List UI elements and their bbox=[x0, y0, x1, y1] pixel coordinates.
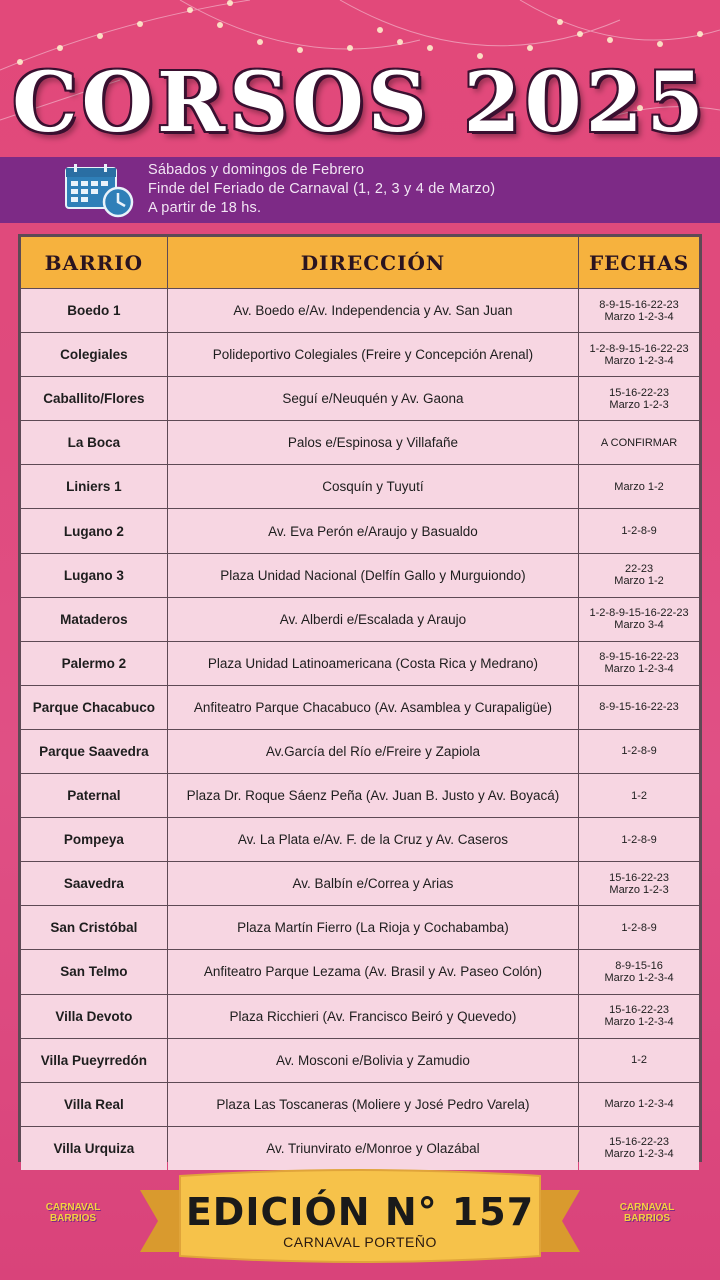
table-row bbox=[21, 377, 699, 420]
fecha-line: Marzo 1-2-3-4 bbox=[604, 971, 674, 984]
cell-barrio: Lugano 2 bbox=[21, 509, 167, 552]
fecha-line: Marzo 1-2-3 bbox=[609, 398, 669, 411]
cell-direccion: Plaza Dr. Roque Sáenz Peña (Av. Juan B. Justo y Av. Boyacá) bbox=[168, 774, 578, 817]
cell-barrio: Caballito/Flores bbox=[21, 377, 167, 420]
table-row bbox=[21, 465, 699, 508]
cell-direccion: Plaza Las Toscaneras (Moliere y José Pedro Varela) bbox=[168, 1083, 578, 1126]
table-row bbox=[21, 333, 699, 376]
corsos-table bbox=[18, 234, 702, 1162]
page-title: CORSOS 2025 bbox=[12, 55, 708, 151]
fecha-line: Marzo 1-2-3-4 bbox=[604, 1148, 674, 1161]
column-header-barrio: BARRIO bbox=[21, 237, 167, 288]
cell-direccion: Palos e/Espinosa y Villafañe bbox=[168, 421, 578, 464]
table-row bbox=[21, 818, 699, 861]
table-header-row bbox=[21, 237, 699, 288]
info-line-days: Sábados y domingos de Febrero bbox=[148, 162, 365, 178]
column-header-fechas: FECHAS bbox=[579, 237, 699, 288]
cell-barrio: San Cristóbal bbox=[21, 906, 167, 949]
fecha-line: 22-23 bbox=[624, 563, 654, 576]
fecha-line: 1-2 bbox=[631, 1054, 647, 1067]
fecha-line: Marzo 1-2 bbox=[614, 480, 664, 493]
cell-barrio: La Boca bbox=[21, 421, 167, 464]
cell-fechas bbox=[579, 995, 699, 1038]
logo-word-2: BARRIOS bbox=[623, 1213, 671, 1224]
cell-barrio: Liniers 1 bbox=[21, 465, 167, 508]
cell-barrio: Parque Chacabuco bbox=[21, 686, 167, 729]
fecha-line: 1-2 bbox=[631, 789, 647, 802]
cell-direccion: Anfiteatro Parque Chacabuco (Av. Asamblea y Curapaligüe) bbox=[168, 686, 578, 729]
cell-direccion: Anfiteatro Parque Lezama (Av. Brasil y Av. Paseo Colón) bbox=[168, 950, 578, 993]
logo-word-2: BARRIOS bbox=[49, 1213, 97, 1224]
fecha-line: Marzo 1-2-3-4 bbox=[604, 663, 674, 676]
cell-fechas bbox=[579, 642, 699, 685]
table-row bbox=[21, 686, 699, 729]
cell-barrio: Palermo 2 bbox=[21, 642, 167, 685]
table-row bbox=[21, 421, 699, 464]
banner-subtitle: CARNAVAL PORTEÑO bbox=[283, 1234, 437, 1250]
fecha-line: Marzo 1-2-3-4 bbox=[604, 310, 674, 323]
fecha-line: 15-16-22-23 bbox=[609, 871, 670, 884]
cell-direccion: Plaza Unidad Latinoamericana (Costa Rica y Medrano) bbox=[168, 642, 578, 685]
fecha-line: Marzo 3-4 bbox=[614, 619, 664, 632]
table-row bbox=[21, 730, 699, 773]
cell-direccion: Av. Balbín e/Correa y Arias bbox=[168, 862, 578, 905]
fecha-line: Marzo 1-2-3-4 bbox=[604, 1016, 674, 1029]
cell-barrio: Paternal bbox=[21, 774, 167, 817]
table-row bbox=[21, 906, 699, 949]
cell-fechas bbox=[579, 862, 699, 905]
fecha-line: 1-2-8-9 bbox=[621, 921, 657, 934]
table-row bbox=[21, 642, 699, 685]
cell-direccion: Av. Alberdi e/Escalada y Araujo bbox=[168, 598, 578, 641]
fecha-line: 1-2-8-9-15-16-22-23 bbox=[589, 607, 689, 620]
cell-fechas bbox=[579, 377, 699, 420]
fecha-line: Marzo 1-2-3 bbox=[609, 883, 669, 896]
fecha-line: 8-9-15-16-22-23 bbox=[599, 298, 679, 311]
cell-direccion: Plaza Unidad Nacional (Delfín Gallo y Murguiondo) bbox=[168, 554, 578, 597]
cell-direccion: Plaza Ricchieri (Av. Francisco Beiró y Quevedo) bbox=[168, 995, 578, 1038]
cell-fechas bbox=[579, 509, 699, 552]
logo-word-1: CARNAVAL bbox=[45, 1202, 101, 1213]
logo-word-1: CARNAVAL bbox=[619, 1202, 675, 1213]
cell-direccion: Av. Boedo e/Av. Independencia y Av. San Juan bbox=[168, 289, 578, 332]
cell-barrio: Mataderos bbox=[21, 598, 167, 641]
fecha-line: 15-16-22-23 bbox=[609, 1004, 670, 1017]
cell-fechas bbox=[579, 906, 699, 949]
cell-direccion: Plaza Martín Fierro (La Rioja y Cochabamba) bbox=[168, 906, 578, 949]
cell-fechas bbox=[579, 289, 699, 332]
table-row bbox=[21, 995, 699, 1038]
fecha-line: 15-16-22-23 bbox=[609, 1136, 670, 1149]
fecha-line: 1-2-8-9 bbox=[621, 745, 657, 758]
cell-fechas bbox=[579, 774, 699, 817]
cell-fechas bbox=[579, 421, 699, 464]
cell-direccion: Polideportivo Colegiales (Freire y Concepción Arenal) bbox=[168, 333, 578, 376]
info-line-holiday: Finde del Feriado de Carnaval (1, 2, 3 y 4 de Marzo) bbox=[148, 181, 496, 197]
table-row bbox=[21, 862, 699, 905]
cell-barrio: Boedo 1 bbox=[21, 289, 167, 332]
table-row bbox=[21, 1083, 699, 1126]
carnaval-barrios-logo-left bbox=[40, 1192, 106, 1248]
fecha-line: 1-2-8-9 bbox=[621, 833, 657, 846]
cell-barrio: Saavedra bbox=[21, 862, 167, 905]
table-row bbox=[21, 1127, 699, 1170]
fecha-line: 8-9-15-16-22-23 bbox=[599, 651, 679, 664]
cell-fechas bbox=[579, 333, 699, 376]
banner-title: EDICIÓN N° 157 bbox=[185, 1190, 535, 1234]
fecha-line: 15-16-22-23 bbox=[609, 386, 670, 399]
info-line-time: A partir de 18 hs. bbox=[148, 200, 262, 216]
cell-barrio: Villa Devoto bbox=[21, 995, 167, 1038]
cell-fechas bbox=[579, 686, 699, 729]
cell-fechas bbox=[579, 818, 699, 861]
table-row bbox=[21, 554, 699, 597]
cell-barrio: Parque Saavedra bbox=[21, 730, 167, 773]
cell-barrio: Villa Pueyrredón bbox=[21, 1039, 167, 1082]
cell-direccion: Av. Mosconi e/Bolivia y Zamudio bbox=[168, 1039, 578, 1082]
info-band bbox=[0, 157, 720, 223]
cell-fechas bbox=[579, 1127, 699, 1170]
fecha-line: 1-2-8-9 bbox=[621, 525, 657, 538]
fecha-line: 8-9-15-16 bbox=[615, 959, 663, 972]
fecha-line: Marzo 1-2-3-4 bbox=[604, 354, 674, 367]
cell-barrio: Colegiales bbox=[21, 333, 167, 376]
cell-direccion: Av. Triunvirato e/Monroe y Olazábal bbox=[168, 1127, 578, 1170]
table-row bbox=[21, 774, 699, 817]
column-header-direccion: DIRECCIÓN bbox=[168, 237, 578, 288]
cell-barrio: San Telmo bbox=[21, 950, 167, 993]
edition-banner bbox=[140, 1168, 580, 1268]
cell-fechas bbox=[579, 730, 699, 773]
cell-direccion: Seguí e/Neuquén y Av. Gaona bbox=[168, 377, 578, 420]
cell-fechas bbox=[579, 465, 699, 508]
cell-direccion: Av.García del Río e/Freire y Zapiola bbox=[168, 730, 578, 773]
calendar-clock-icon bbox=[64, 162, 140, 218]
cell-barrio: Villa Urquiza bbox=[21, 1127, 167, 1170]
cell-fechas bbox=[579, 950, 699, 993]
fecha-line: Marzo 1-2-3-4 bbox=[604, 1098, 674, 1111]
cell-direccion: Av. Eva Perón e/Araujo y Basualdo bbox=[168, 509, 578, 552]
fecha-line: Marzo 1-2 bbox=[614, 575, 664, 588]
cell-barrio: Pompeya bbox=[21, 818, 167, 861]
cell-fechas bbox=[579, 598, 699, 641]
table-row bbox=[21, 950, 699, 993]
cell-barrio: Lugano 3 bbox=[21, 554, 167, 597]
carnaval-barrios-logo-right bbox=[614, 1192, 680, 1248]
cell-fechas bbox=[579, 554, 699, 597]
cell-direccion: Cosquín y Tuyutí bbox=[168, 465, 578, 508]
cell-fechas bbox=[579, 1039, 699, 1082]
table-row bbox=[21, 1039, 699, 1082]
cell-barrio: Villa Real bbox=[21, 1083, 167, 1126]
fecha-line: A CONFIRMAR bbox=[600, 436, 678, 449]
cell-fechas bbox=[579, 1083, 699, 1126]
table-row bbox=[21, 289, 699, 332]
table-row bbox=[21, 598, 699, 641]
cell-direccion: Av. La Plata e/Av. F. de la Cruz y Av. Caseros bbox=[168, 818, 578, 861]
fecha-line: 1-2-8-9-15-16-22-23 bbox=[589, 342, 689, 355]
table-row bbox=[21, 509, 699, 552]
fecha-line: 8-9-15-16-22-23 bbox=[599, 701, 679, 714]
